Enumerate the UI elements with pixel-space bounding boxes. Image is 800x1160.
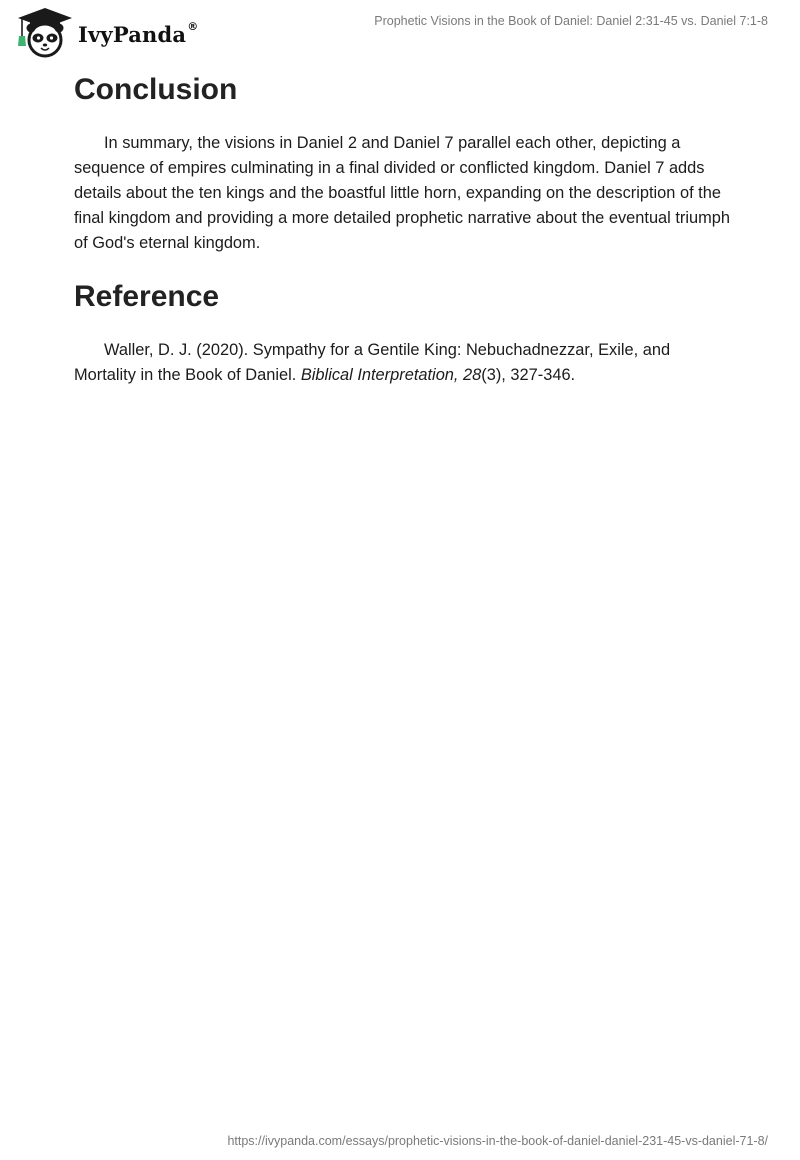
page-header [0,0,800,64]
reference-citation [74,338,734,388]
footer-url[interactable]: https://ivypanda.com/essays/prophetic-visions-in-the-book-of-daniel-daniel-231-45-vs-daniel-71-8/ [227,1134,768,1148]
citation-issue-pages: (3), 327-346. [481,366,576,384]
brand-name-text: IvyPanda [78,21,187,47]
panda-graduation-cap-icon [14,6,76,58]
brand-name [78,19,199,47]
document-body [74,70,734,388]
reference-heading: Reference [74,280,220,313]
conclusion-heading: Conclusion [74,73,238,106]
brand-logo[interactable] [14,6,198,58]
citation-authors-title: Waller, D. J. (2020). Sympathy for a Gentile King: Nebuchadnezzar, Exile, and Mortality in the Book of Daniel. [74,341,671,384]
conclusion-paragraph: In summary, the visions in Daniel 2 and Daniel 7 parallel each other, depicting a sequence of empires culminating in a final divided or conflicted kingdom. Daniel 7 adds details about the ten kings and the boastful little horn, expanding on the description of the final kingdom and providing a more detailed prophetic narrative about the eventual triumph of God's eternal kingdom. [74,134,731,252]
registered-mark: ® [187,19,199,33]
document-title: Prophetic Visions in the Book of Daniel: Daniel 2:31-45 vs. Daniel 7:1-8 [374,14,768,28]
citation-journal: Biblical Interpretation, 28 [300,366,482,384]
